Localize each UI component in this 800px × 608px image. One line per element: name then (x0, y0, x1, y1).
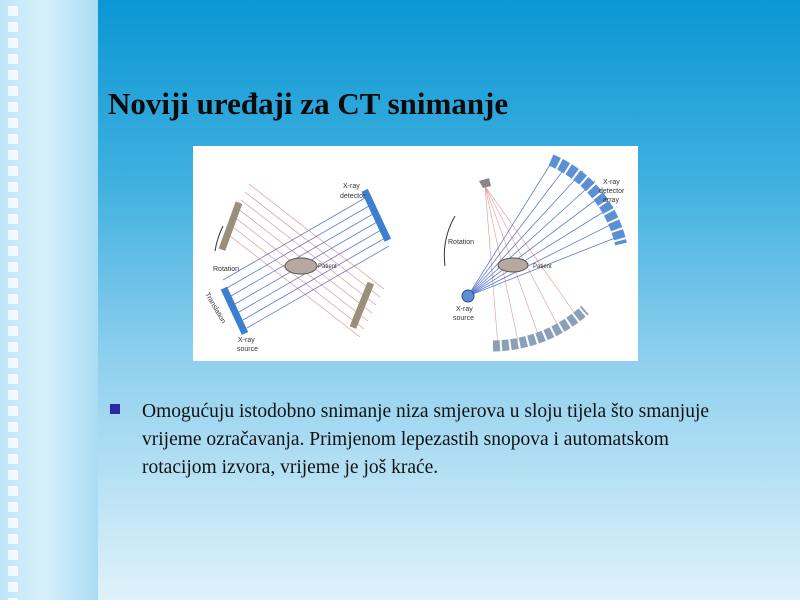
xray-source-label-left-2: source (237, 346, 259, 353)
parallel-beam-diagram (203, 183, 391, 353)
sidebar-square (8, 390, 18, 400)
sidebar-square (8, 342, 18, 352)
sidebar-square (8, 262, 18, 272)
sidebar-square (8, 582, 18, 592)
sidebar-square (8, 438, 18, 448)
xray-source-label-right: X-ray (456, 306, 473, 313)
sidebar-square (8, 406, 18, 416)
sidebar-square (8, 70, 18, 80)
sidebar-square (8, 38, 18, 48)
sidebar-square (8, 326, 18, 336)
rotation-label-right: Rotation (448, 239, 475, 246)
sidebar-square (8, 214, 18, 224)
xray-detector-array-label-2: detector (599, 188, 625, 195)
sidebar-decoration (0, 0, 98, 600)
sidebar-square (8, 502, 18, 512)
fan-beam-diagram (444, 160, 625, 346)
xray-detector-bar (361, 189, 391, 242)
sidebar-square (8, 150, 18, 160)
slide-title: Noviji uređaji za CT snimanje (108, 86, 509, 121)
left-top-detector-bar (219, 201, 243, 250)
sidebar-square (8, 358, 18, 368)
patient-label-left: Patient (318, 264, 337, 270)
left-bottom-source-bar (350, 282, 374, 329)
patient-shape-left (285, 258, 317, 274)
sidebar-square (8, 454, 18, 464)
sidebar-square (8, 182, 18, 192)
rotation-label-left: Rotation (213, 266, 240, 273)
sidebar-square (8, 278, 18, 288)
sidebar-square (8, 102, 18, 112)
sidebar-square (8, 230, 18, 240)
sidebar-square (8, 566, 18, 576)
sidebar-square (8, 534, 18, 544)
ct-diagram-svg (193, 146, 638, 361)
sidebar-square (8, 54, 18, 64)
sidebar-square (8, 6, 18, 16)
sidebar-square (8, 422, 18, 432)
sidebar-square (8, 486, 18, 496)
xray-source-label-right-2: source (453, 315, 475, 322)
patient-shape-right (498, 258, 528, 272)
sidebar-square (8, 294, 18, 304)
xray-source-ball (462, 290, 474, 302)
patient-label-right: Patient (533, 264, 552, 270)
xray-detector-array-label: X-ray (603, 179, 620, 186)
xray-detector-array-label-3: array (603, 197, 619, 204)
sidebar-square (8, 166, 18, 176)
sidebar-square (8, 86, 18, 96)
bottom-detector-arc (493, 310, 585, 346)
sidebar-square (8, 470, 18, 480)
sidebar-square (8, 134, 18, 144)
bullet-square-icon (110, 404, 120, 414)
sidebar-square (8, 246, 18, 256)
ct-scanner-diagram (193, 146, 638, 361)
sidebar-square (8, 22, 18, 32)
xray-detector-label-left: X-ray (343, 183, 360, 190)
sidebar-square (8, 550, 18, 560)
bullet-text: Omogućuju istodobno snimanje niza smjerova u sloju tijela što smanjuje vrijeme ozračavanja. Primjenom lepezastih snopova i automatskom rotacijom izvora, vrijeme je još kraće. (142, 401, 710, 478)
sidebar-square (8, 118, 18, 128)
xray-detector-label-left-2: detector (340, 193, 366, 200)
sidebar-square (8, 310, 18, 320)
sidebar-square (8, 518, 18, 528)
translation-label: Translation (203, 291, 227, 325)
xray-source-label-left: X-ray (238, 337, 255, 344)
sidebar-square (8, 198, 18, 208)
sidebar-square (8, 374, 18, 384)
